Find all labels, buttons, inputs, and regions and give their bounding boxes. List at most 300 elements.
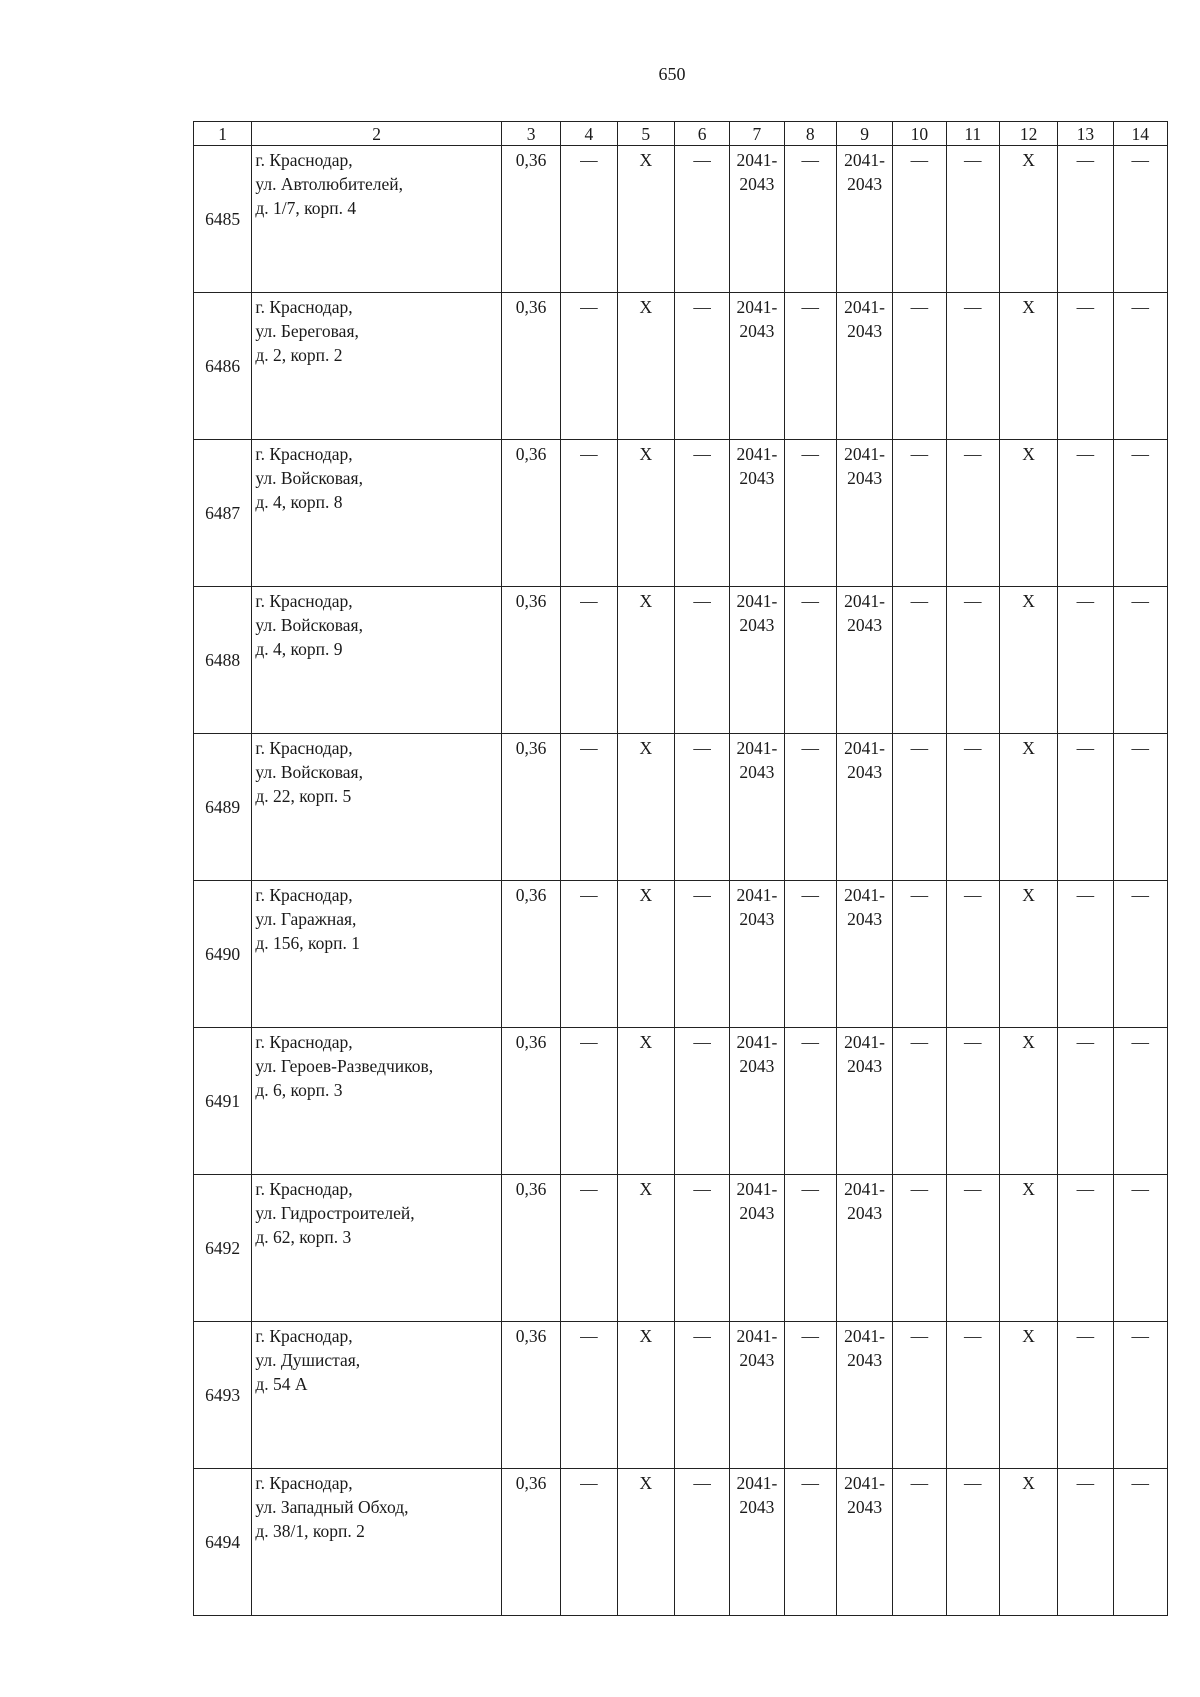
cross-mark: Х: [639, 885, 653, 905]
cross-mark: Х: [639, 1179, 653, 1199]
period-cell-col-7: [730, 881, 784, 1028]
period-line: 2041-: [736, 885, 778, 905]
value-cell-col-12: [999, 881, 1057, 1028]
value-cell-col-14: [1113, 881, 1167, 1028]
value-cell-col-6: [674, 734, 729, 881]
dash-mark: —: [580, 738, 598, 758]
cell-value: 0,36: [515, 591, 547, 611]
dash-mark: —: [801, 1179, 819, 1199]
dash-mark: —: [801, 1473, 819, 1493]
period-line: 2041-: [844, 444, 885, 464]
dash-mark: —: [910, 1032, 929, 1052]
period-line: 2043: [847, 1350, 883, 1370]
address-line: д. 22, корп. 5: [255, 786, 352, 806]
period-line: 2041-: [844, 885, 885, 905]
value-cell-col-10: [893, 1469, 946, 1616]
dash-mark: —: [580, 1473, 598, 1493]
value-cell-col-5: [617, 293, 674, 440]
value-cell-col-11: [946, 1175, 999, 1322]
record-number-cell: 6492: [194, 1175, 252, 1322]
page-number: 650: [658, 64, 686, 84]
value-cell-col-14: [1113, 1028, 1167, 1175]
period-cell-col-9: [836, 734, 892, 881]
value-cell-col-8: [784, 293, 836, 440]
cross-mark: Х: [1022, 1473, 1035, 1493]
dash-mark: —: [693, 1179, 711, 1199]
column-header-6: 6: [674, 122, 729, 146]
dash-mark: —: [580, 1326, 598, 1346]
value-cell-col-10: [893, 1028, 946, 1175]
table-row: [194, 293, 1168, 440]
cross-mark: Х: [1022, 591, 1035, 611]
dash-mark: —: [801, 444, 819, 464]
address-line: ул. Автолюбителей,: [255, 174, 403, 194]
period-line: 2041-: [844, 150, 885, 170]
address-cell: [252, 587, 502, 734]
value-cell-col-13: [1058, 1469, 1113, 1616]
dash-mark: —: [1131, 1473, 1150, 1493]
address-line: г. Краснодар,: [255, 591, 353, 611]
dash-mark: —: [693, 591, 711, 611]
cross-mark: Х: [639, 1032, 653, 1052]
period-line: 2043: [739, 615, 775, 635]
value-cell-col-6: [674, 881, 729, 1028]
value-cell-col-5: [617, 1469, 674, 1616]
column-header-13: 13: [1058, 122, 1113, 146]
period-cell-col-9: [836, 881, 892, 1028]
address-cell: [252, 881, 502, 1028]
value-cell-col-14: [1113, 440, 1167, 587]
period-line: 2043: [739, 468, 775, 488]
value-cell-col-8: [784, 587, 836, 734]
value-cell-col-11: [946, 293, 999, 440]
value-cell-col-13: [1058, 1175, 1113, 1322]
table-row: [194, 146, 1168, 293]
dash-mark: —: [1131, 1326, 1150, 1346]
value-cell-col-8: [784, 1175, 836, 1322]
column-header-2: 2: [252, 122, 502, 146]
value-cell-col-8: [784, 1469, 836, 1616]
value-cell-col-13: [1058, 1028, 1113, 1175]
cell-value: 0,36: [515, 444, 547, 464]
period-cell-col-7: [730, 1028, 784, 1175]
value-cell-col-10: [893, 734, 946, 881]
value-cell-col-11: [946, 734, 999, 881]
dash-mark: —: [1076, 591, 1095, 611]
column-header-3: 3: [501, 122, 560, 146]
value-cell-col-6: [674, 1175, 729, 1322]
table-row: [194, 440, 1168, 587]
address-line: г. Краснодар,: [255, 150, 353, 170]
cross-mark: Х: [1022, 444, 1035, 464]
address-line: д. 4, корп. 8: [255, 492, 343, 512]
dash-mark: —: [1076, 1326, 1095, 1346]
period-cell-col-7: [730, 146, 784, 293]
dash-mark: —: [1076, 738, 1095, 758]
value-cell-col-12: [999, 293, 1057, 440]
dash-mark: —: [910, 1473, 929, 1493]
dash-mark: —: [1131, 297, 1150, 317]
value-cell-col-14: [1113, 293, 1167, 440]
record-number-cell: 6485: [194, 146, 252, 293]
value-cell-col-4: [561, 1469, 617, 1616]
cell-value: 0,36: [515, 1179, 547, 1199]
address-cell: [252, 734, 502, 881]
dash-mark: —: [580, 150, 598, 170]
value-cell-col-11: [946, 146, 999, 293]
address-line: ул. Душистая,: [255, 1350, 361, 1370]
address-line: ул. Войсковая,: [255, 762, 363, 782]
period-line: 2041-: [736, 1032, 778, 1052]
dash-mark: —: [1076, 1473, 1095, 1493]
period-line: 2041-: [736, 1179, 778, 1199]
period-line: 2041-: [844, 1473, 885, 1493]
period-cell-col-9: [836, 1028, 892, 1175]
table-header-row: [194, 122, 1168, 146]
address-cell: [252, 293, 502, 440]
value-cell-col-14: [1113, 1175, 1167, 1322]
period-cell-col-9: [836, 440, 892, 587]
value-cell-col-6: [674, 293, 729, 440]
period-cell-col-7: [730, 734, 784, 881]
value-cell-col-8: [784, 146, 836, 293]
period-line: 2043: [739, 1056, 775, 1076]
value-cell-col-8: [784, 1028, 836, 1175]
cross-mark: Х: [639, 1473, 653, 1493]
value-cell-col-5: [617, 1028, 674, 1175]
dash-mark: —: [801, 1032, 819, 1052]
value-cell-col-3: [501, 881, 560, 1028]
value-cell-col-4: [561, 734, 617, 881]
cell-value: 0,36: [515, 297, 547, 317]
period-line: 2041-: [844, 738, 885, 758]
value-cell-col-12: [999, 1469, 1057, 1616]
period-cell-col-7: [730, 587, 784, 734]
address-line: г. Краснодар,: [255, 738, 353, 758]
value-cell-col-13: [1058, 1322, 1113, 1469]
address-line: ул. Береговая,: [255, 321, 359, 341]
value-cell-col-5: [617, 881, 674, 1028]
period-line: 2043: [739, 1203, 775, 1223]
dash-mark: —: [1076, 1179, 1095, 1199]
cross-mark: Х: [639, 150, 653, 170]
value-cell-col-6: [674, 1469, 729, 1616]
value-cell-col-3: [501, 293, 560, 440]
value-cell-col-11: [946, 1322, 999, 1469]
dash-mark: —: [910, 150, 929, 170]
value-cell-col-13: [1058, 881, 1113, 1028]
dash-mark: —: [963, 297, 982, 317]
period-line: 2043: [739, 762, 775, 782]
table-row: [194, 587, 1168, 734]
value-cell-col-12: [999, 734, 1057, 881]
address-line: д. 62, корп. 3: [255, 1227, 352, 1247]
period-line: 2043: [739, 1497, 775, 1517]
cross-mark: Х: [639, 1326, 653, 1346]
period-line: 2043: [847, 1497, 883, 1517]
cross-mark: Х: [1022, 1326, 1035, 1346]
dash-mark: —: [1076, 1032, 1095, 1052]
value-cell-col-3: [501, 587, 560, 734]
table-row: [194, 1175, 1168, 1322]
value-cell-col-6: [674, 1322, 729, 1469]
period-cell-col-9: [836, 1175, 892, 1322]
cross-mark: Х: [1022, 297, 1035, 317]
dash-mark: —: [580, 297, 598, 317]
dash-mark: —: [580, 591, 598, 611]
value-cell-col-14: [1113, 734, 1167, 881]
column-header-10: 10: [893, 122, 946, 146]
value-cell-col-5: [617, 1175, 674, 1322]
value-cell-col-13: [1058, 440, 1113, 587]
address-cell: [252, 1175, 502, 1322]
value-cell-col-12: [999, 1028, 1057, 1175]
record-number-cell: 6486: [194, 293, 252, 440]
period-cell-col-9: [836, 587, 892, 734]
dash-mark: —: [580, 1032, 598, 1052]
value-cell-col-6: [674, 440, 729, 587]
dash-mark: —: [1076, 885, 1095, 905]
value-cell-col-11: [946, 587, 999, 734]
dash-mark: —: [910, 1326, 929, 1346]
value-cell-col-11: [946, 1469, 999, 1616]
dash-mark: —: [801, 297, 819, 317]
value-cell-col-3: [501, 440, 560, 587]
address-line: г. Краснодар,: [255, 1473, 353, 1493]
value-cell-col-5: [617, 1322, 674, 1469]
period-line: 2043: [847, 1056, 883, 1076]
column-header-9: 9: [836, 122, 892, 146]
period-cell-col-7: [730, 1175, 784, 1322]
period-line: 2041-: [736, 591, 778, 611]
column-header-5: 5: [617, 122, 674, 146]
period-line: 2041-: [736, 1326, 778, 1346]
value-cell-col-5: [617, 146, 674, 293]
address-cell: [252, 440, 502, 587]
dash-mark: —: [693, 1473, 711, 1493]
dash-mark: —: [1076, 444, 1095, 464]
address-line: д. 6, корп. 3: [255, 1080, 343, 1100]
value-cell-col-14: [1113, 146, 1167, 293]
column-header-8: 8: [784, 122, 836, 146]
period-line: 2043: [847, 174, 883, 194]
dash-mark: —: [1076, 297, 1095, 317]
dash-mark: —: [1131, 591, 1150, 611]
period-line: 2041-: [844, 1032, 885, 1052]
period-line: 2043: [847, 909, 883, 929]
value-cell-col-4: [561, 1028, 617, 1175]
address-line: г. Краснодар,: [255, 1326, 353, 1346]
dash-mark: —: [693, 738, 711, 758]
value-cell-col-10: [893, 587, 946, 734]
value-cell-col-14: [1113, 1469, 1167, 1616]
address-line: д. 54 А: [255, 1374, 308, 1394]
period-line: 2043: [739, 1350, 775, 1370]
cross-mark: Х: [1022, 1032, 1035, 1052]
dash-mark: —: [1076, 150, 1095, 170]
value-cell-col-10: [893, 293, 946, 440]
dash-mark: —: [963, 885, 982, 905]
value-cell-col-12: [999, 1322, 1057, 1469]
value-cell-col-11: [946, 440, 999, 587]
value-cell-col-13: [1058, 734, 1113, 881]
register-table: [193, 121, 1168, 1616]
value-cell-col-11: [946, 881, 999, 1028]
dash-mark: —: [693, 150, 711, 170]
value-cell-col-4: [561, 440, 617, 587]
period-cell-col-9: [836, 293, 892, 440]
dash-mark: —: [580, 444, 598, 464]
dash-mark: —: [963, 1326, 982, 1346]
table-row: [194, 1322, 1168, 1469]
value-cell-col-3: [501, 734, 560, 881]
record-number-cell: 6494: [194, 1469, 252, 1616]
cross-mark: Х: [639, 444, 653, 464]
dash-mark: —: [693, 885, 711, 905]
dash-mark: —: [1131, 1032, 1150, 1052]
value-cell-col-4: [561, 1322, 617, 1469]
address-line: ул. Войсковая,: [255, 615, 363, 635]
column-header-12: 12: [999, 122, 1057, 146]
dash-mark: —: [693, 1032, 711, 1052]
period-cell-col-7: [730, 293, 784, 440]
period-line: 2041-: [736, 150, 778, 170]
period-line: 2041-: [844, 297, 885, 317]
column-header-11: 11: [946, 122, 999, 146]
dash-mark: —: [1131, 150, 1150, 170]
value-cell-col-3: [501, 1322, 560, 1469]
dash-mark: —: [801, 885, 819, 905]
dash-mark: —: [963, 1032, 982, 1052]
address-line: д. 38/1, корп. 2: [255, 1521, 365, 1541]
value-cell-col-8: [784, 734, 836, 881]
record-number-cell: 6487: [194, 440, 252, 587]
address-line: д. 156, корп. 1: [255, 933, 360, 953]
address-line: ул. Западный Обход,: [255, 1497, 409, 1517]
value-cell-col-8: [784, 881, 836, 1028]
value-cell-col-10: [893, 1175, 946, 1322]
dash-mark: —: [963, 150, 982, 170]
period-cell-col-9: [836, 1469, 892, 1616]
value-cell-col-11: [946, 1028, 999, 1175]
period-line: 2043: [847, 615, 883, 635]
address-line: ул. Гидростроителей,: [255, 1203, 415, 1223]
cell-value: 0,36: [515, 150, 547, 170]
value-cell-col-4: [561, 587, 617, 734]
period-line: 2043: [847, 1203, 883, 1223]
period-line: 2043: [847, 321, 883, 341]
dash-mark: —: [693, 297, 711, 317]
period-line: 2043: [847, 468, 883, 488]
table-row: [194, 1028, 1168, 1175]
value-cell-col-6: [674, 1028, 729, 1175]
value-cell-col-4: [561, 881, 617, 1028]
period-cell-col-7: [730, 440, 784, 587]
value-cell-col-3: [501, 146, 560, 293]
period-cell-col-7: [730, 1322, 784, 1469]
value-cell-col-13: [1058, 587, 1113, 734]
address-line: г. Краснодар,: [255, 444, 353, 464]
cross-mark: Х: [639, 591, 653, 611]
dash-mark: —: [580, 885, 598, 905]
column-header-14: 14: [1113, 122, 1167, 146]
address-cell: [252, 1469, 502, 1616]
record-number-cell: 6493: [194, 1322, 252, 1469]
period-line: 2041-: [844, 1179, 885, 1199]
dash-mark: —: [1131, 885, 1150, 905]
address-cell: [252, 146, 502, 293]
address-line: ул. Войсковая,: [255, 468, 363, 488]
value-cell-col-13: [1058, 146, 1113, 293]
dash-mark: —: [963, 1473, 982, 1493]
dash-mark: —: [801, 150, 819, 170]
address-line: ул. Героев-Разведчиков,: [255, 1056, 434, 1076]
cell-value: 0,36: [515, 885, 547, 905]
cross-mark: Х: [1022, 885, 1035, 905]
period-line: 2043: [847, 762, 883, 782]
period-line: 2041-: [844, 1326, 885, 1346]
address-cell: [252, 1028, 502, 1175]
dash-mark: —: [910, 885, 929, 905]
value-cell-col-10: [893, 440, 946, 587]
cell-value: 0,36: [515, 1473, 547, 1493]
dash-mark: —: [963, 1179, 982, 1199]
cell-value: 0,36: [515, 738, 547, 758]
cross-mark: Х: [639, 738, 653, 758]
period-line: 2043: [739, 909, 775, 929]
record-number-cell: 6488: [194, 587, 252, 734]
dash-mark: —: [910, 591, 929, 611]
value-cell-col-8: [784, 440, 836, 587]
value-cell-col-14: [1113, 587, 1167, 734]
table-row: [194, 881, 1168, 1028]
address-line: г. Краснодар,: [255, 1179, 353, 1199]
dash-mark: —: [910, 1179, 929, 1199]
address-line: д. 4, корп. 9: [255, 639, 343, 659]
dash-mark: —: [801, 591, 819, 611]
value-cell-col-4: [561, 1175, 617, 1322]
value-cell-col-3: [501, 1469, 560, 1616]
dash-mark: —: [963, 444, 982, 464]
cross-mark: Х: [1022, 1179, 1035, 1199]
value-cell-col-5: [617, 587, 674, 734]
record-number-cell: 6491: [194, 1028, 252, 1175]
dash-mark: —: [1131, 1179, 1150, 1199]
period-line: 2041-: [736, 297, 778, 317]
value-cell-col-5: [617, 734, 674, 881]
dash-mark: —: [693, 1326, 711, 1346]
dash-mark: —: [963, 738, 982, 758]
cross-mark: Х: [1022, 738, 1035, 758]
dash-mark: —: [801, 1326, 819, 1346]
period-line: 2041-: [736, 444, 778, 464]
dash-mark: —: [910, 444, 929, 464]
address-cell: [252, 1322, 502, 1469]
cell-value: 0,36: [515, 1032, 547, 1052]
dash-mark: —: [910, 738, 929, 758]
period-line: 2043: [739, 321, 775, 341]
table-row: [194, 734, 1168, 881]
value-cell-col-12: [999, 587, 1057, 734]
value-cell-col-10: [893, 881, 946, 1028]
value-cell-col-12: [999, 440, 1057, 587]
cross-mark: Х: [1022, 150, 1035, 170]
dash-mark: —: [1131, 738, 1150, 758]
column-header-4: 4: [561, 122, 617, 146]
record-number-cell: 6490: [194, 881, 252, 1028]
dash-mark: —: [910, 297, 929, 317]
period-cell-col-9: [836, 1322, 892, 1469]
